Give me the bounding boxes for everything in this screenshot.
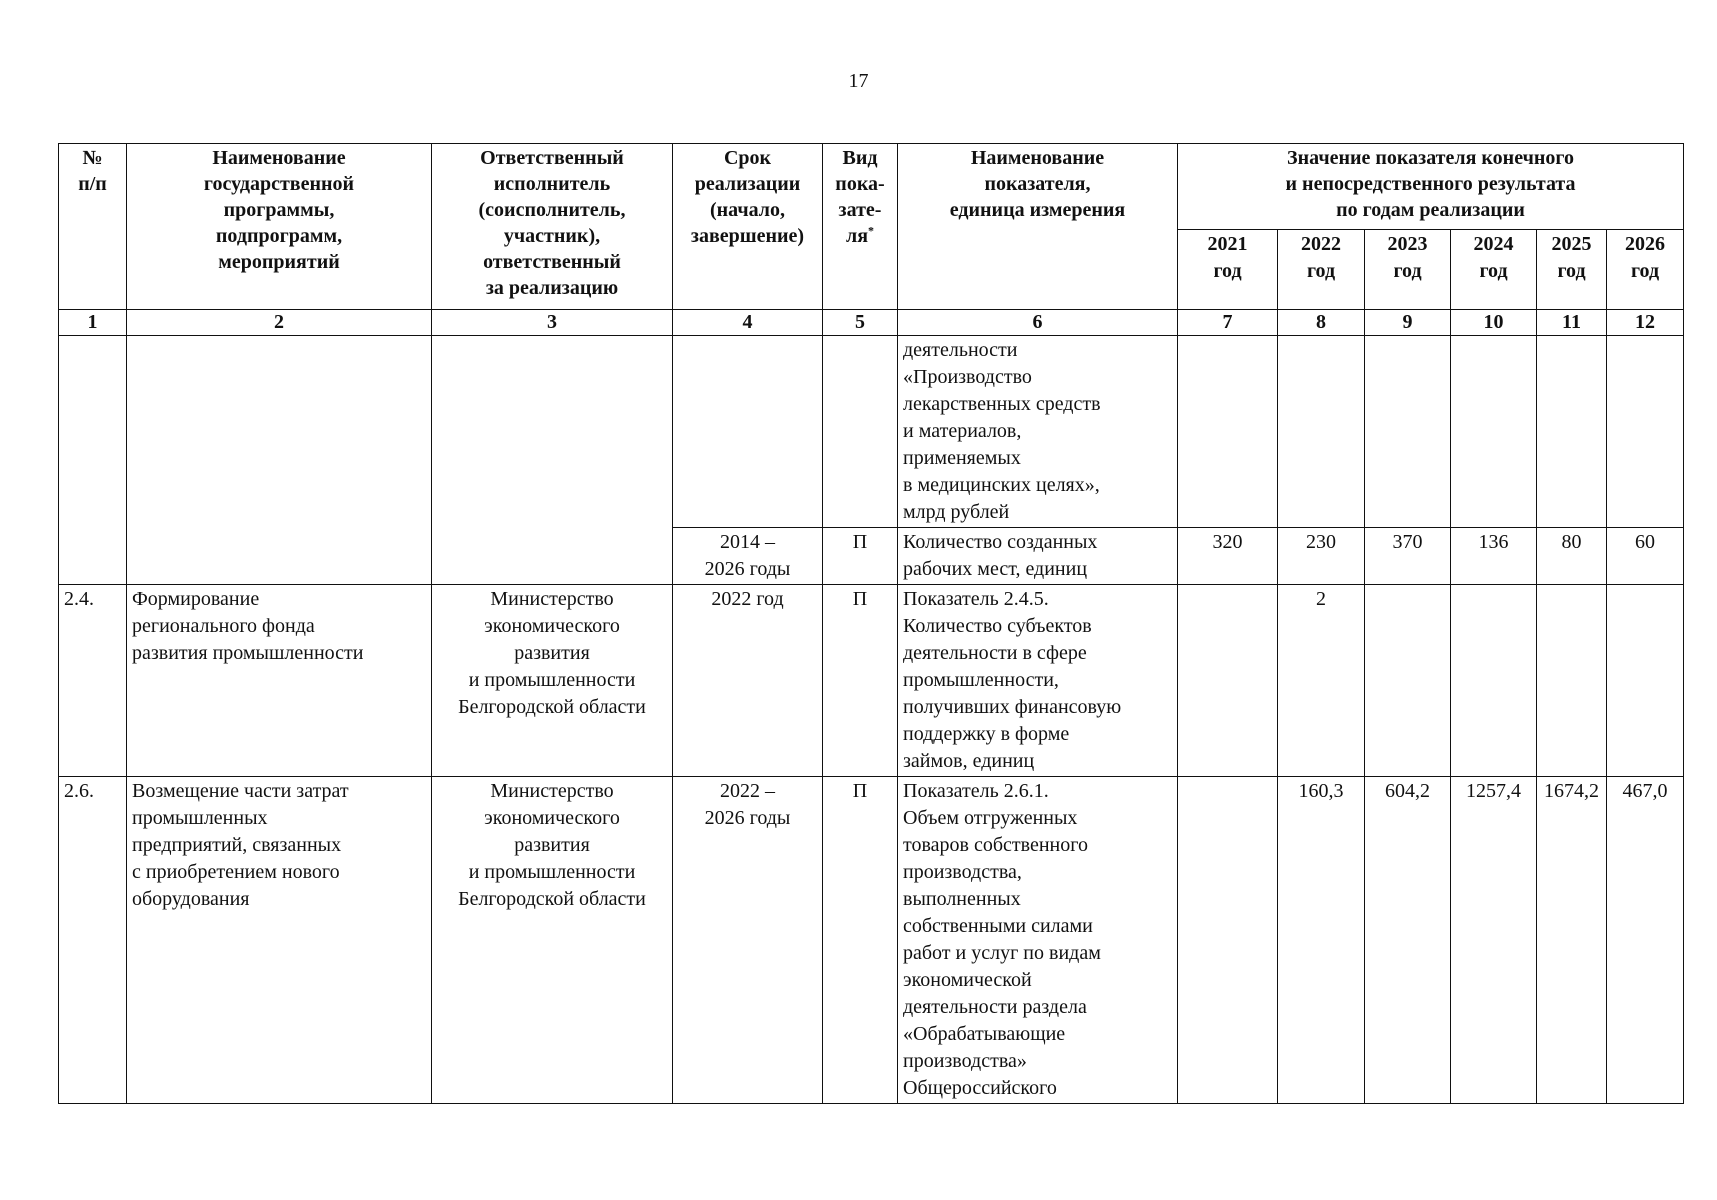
value-2025: 1674,2 — [1537, 777, 1607, 1104]
header-col-executor: Ответственный исполнитель (соисполнитель, участник), ответственный за реализацию — [432, 144, 673, 310]
header-year-2026: 2026 год — [1607, 230, 1684, 310]
indicator-type-cell: П — [823, 777, 898, 1104]
indicator-type-cell: П — [823, 528, 898, 585]
value-cell — [1537, 336, 1607, 528]
column-number: 10 — [1451, 310, 1537, 336]
header-col-indicator-type: Вид пока- зате- ля* — [823, 144, 898, 310]
column-number: 11 — [1537, 310, 1607, 336]
value-2026: 60 — [1607, 528, 1684, 585]
term-cell: 2022 – 2026 годы — [673, 777, 823, 1104]
value-cell — [1278, 336, 1365, 528]
indicator-name-cell: деятельности «Производство лекарственных средств и материалов, применяемых в медицинских целях», млрд рублей — [898, 336, 1178, 528]
value-2026: 467,0 — [1607, 777, 1684, 1104]
column-number: 2 — [127, 310, 432, 336]
header-year-2024: 2024 год — [1451, 230, 1537, 310]
value-2022: 230 — [1278, 528, 1365, 585]
header-col-indicator-name: Наименование показателя, единица измерения — [898, 144, 1178, 310]
header-col-term: Срок реализации (начало, завершение) — [673, 144, 823, 310]
header-group-values: Значение показателя конечного и непосредственного результата по годам реализации — [1178, 144, 1684, 230]
value-2022: 160,3 — [1278, 777, 1365, 1104]
column-number: 8 — [1278, 310, 1365, 336]
table-row — [59, 336, 1684, 528]
value-2021 — [1178, 777, 1278, 1104]
program-name-cell: Возмещение части затрат промышленных предприятий, связанных с приобретением нового оборудования — [127, 777, 432, 1104]
row-number-cell: 2.6. — [59, 777, 127, 1104]
column-numbers-row — [59, 310, 1684, 336]
column-number: 9 — [1365, 310, 1451, 336]
indicator-type-cell — [823, 336, 898, 528]
value-2026 — [1607, 585, 1684, 777]
indicator-name-cell: Показатель 2.4.5. Количество субъектов деятельности в сфере промышленности, получивших финансовую поддержку в форме займов, единиц — [898, 585, 1178, 777]
footnote-mark: * — [868, 223, 875, 238]
indicators-table — [58, 143, 1684, 1104]
value-2024 — [1451, 585, 1537, 777]
page-number: 17 — [848, 70, 869, 92]
value-2024: 1257,4 — [1451, 777, 1537, 1104]
executor-cell — [432, 336, 673, 585]
value-2023 — [1365, 585, 1451, 777]
column-number: 4 — [673, 310, 823, 336]
column-number: 3 — [432, 310, 673, 336]
column-number: 5 — [823, 310, 898, 336]
program-name-cell — [127, 336, 432, 585]
term-cell: 2014 – 2026 годы — [673, 528, 823, 585]
row-number-cell: 2.4. — [59, 585, 127, 777]
column-number: 7 — [1178, 310, 1278, 336]
value-cell — [1178, 336, 1278, 528]
value-2025: 80 — [1537, 528, 1607, 585]
value-2023: 370 — [1365, 528, 1451, 585]
term-cell — [673, 336, 823, 528]
column-number: 12 — [1607, 310, 1684, 336]
header-row-1 — [59, 144, 1684, 230]
header-year-2023: 2023 год — [1365, 230, 1451, 310]
indicator-name-cell: Показатель 2.6.1. Объем отгруженных товаров собственного производства, выполненных собственными силами работ и услуг по видам экономической деятельности раздела «Обрабатывающие производства» Общероссийского — [898, 777, 1178, 1104]
program-name-cell: Формирование регионального фонда развития промышленности — [127, 585, 432, 777]
header-year-2021: 2021 год — [1178, 230, 1278, 310]
executor-cell: Министерство экономического развития и промышленности Белгородской области — [432, 777, 673, 1104]
value-cell — [1451, 336, 1537, 528]
table-row — [59, 585, 1684, 777]
value-cell — [1607, 336, 1684, 528]
term-cell: 2022 год — [673, 585, 823, 777]
row-number-cell — [59, 336, 127, 585]
header-year-2022: 2022 год — [1278, 230, 1365, 310]
table-row — [59, 777, 1684, 1104]
value-2022: 2 — [1278, 585, 1365, 777]
executor-cell: Министерство экономического развития и промышленности Белгородской области — [432, 585, 673, 777]
column-number: 1 — [59, 310, 127, 336]
value-2021 — [1178, 585, 1278, 777]
indicator-type-cell: П — [823, 585, 898, 777]
column-number: 6 — [898, 310, 1178, 336]
value-2023: 604,2 — [1365, 777, 1451, 1104]
header-col-number: № п/п — [59, 144, 127, 310]
header-year-2025: 2025 год — [1537, 230, 1607, 310]
value-2021: 320 — [1178, 528, 1278, 585]
header-col-program: Наименование государственной программы, подпрограмм, мероприятий — [127, 144, 432, 310]
value-2025 — [1537, 585, 1607, 777]
indicator-name-cell: Количество созданных рабочих мест, единиц — [898, 528, 1178, 585]
value-cell — [1365, 336, 1451, 528]
value-2024: 136 — [1451, 528, 1537, 585]
